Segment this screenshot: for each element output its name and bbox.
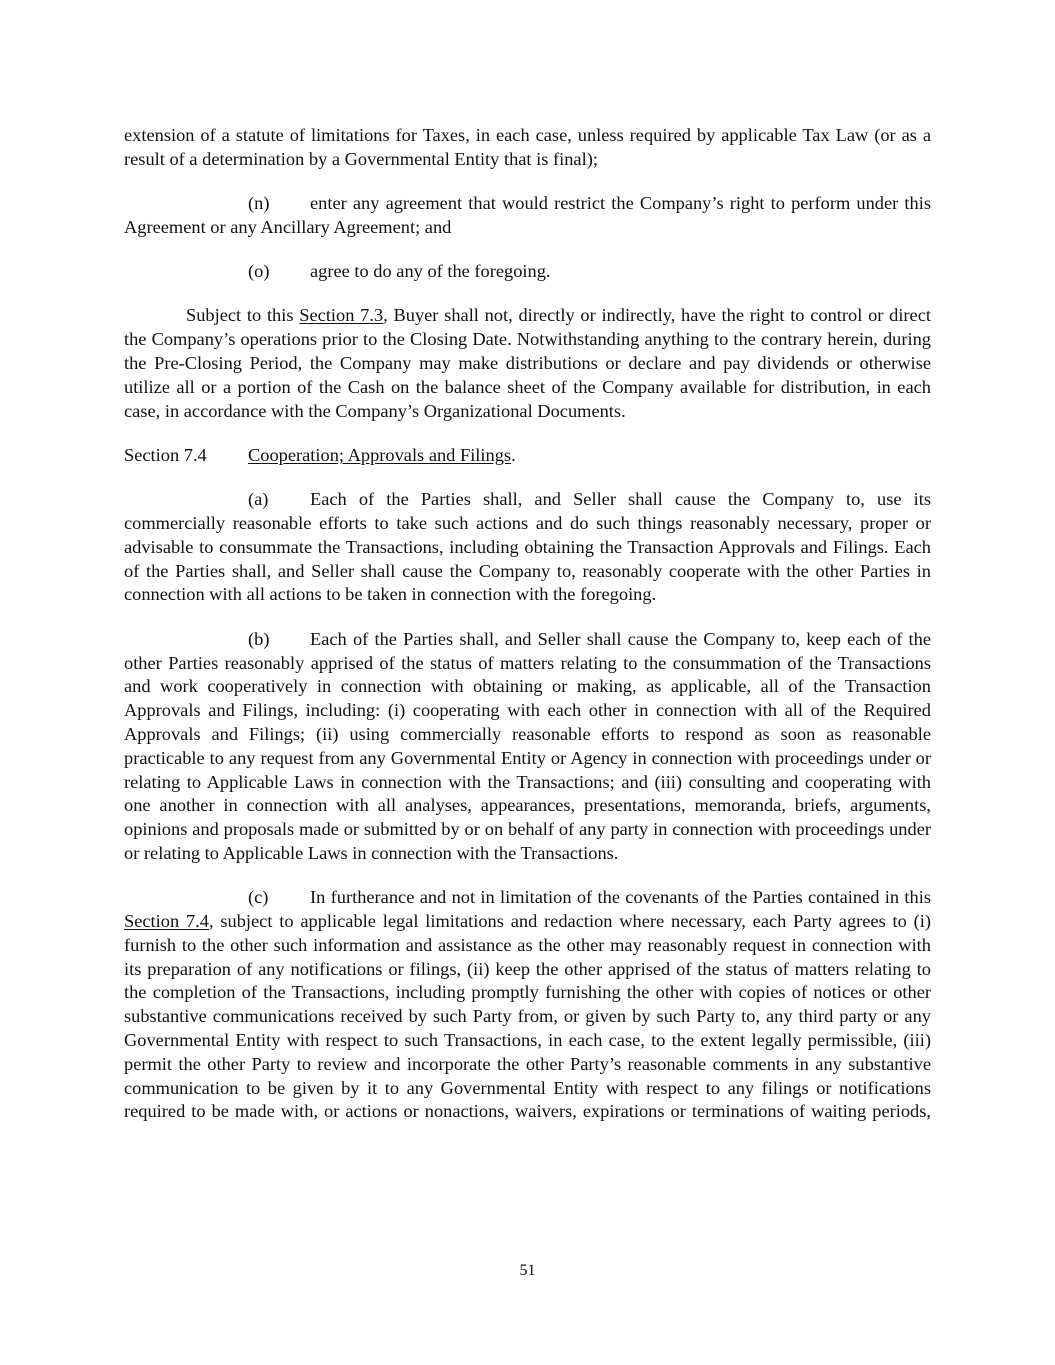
- clause-label: (n): [248, 193, 270, 214]
- paragraph-text: Subject to this: [186, 305, 300, 326]
- continuation-paragraph: extension of a statute of limitations for Taxes, in each case, unless required by applicable Tax Law (or as a result of a determination by a Governmental Entity that is final);: [124, 125, 931, 169]
- subject-paragraph: [124, 304, 931, 423]
- clause-text: enter any agreement that would restrict the Company’s right to perform under this Agreement or any Ancillary Agreement; and: [124, 193, 931, 237]
- section-title: Cooperation; Approvals and Filings: [248, 444, 512, 465]
- clause-label: (b): [248, 628, 270, 649]
- clause-a: [124, 488, 931, 607]
- paragraph-text: , Buyer shall not, directly or indirectly, have the right to control or direct the Company’s operations prior to the Closing Date. Notwithstanding anything to the contrary herein, during the Pre-Closing Period, the Company may make distributions or declare and pay dividends or otherwise utilize all or a portion of the Cash on the balance sheet of the Company available for distribution, in each case, in accordance with the Company’s Organizational Documents.: [124, 305, 931, 421]
- clause-label: (o): [248, 261, 270, 282]
- clause-text: Each of the Parties shall, and Seller shall cause the Company to, keep each of the other Parties reasonably apprised of the status of matters relating to the consummation of the Transactions and work cooperatively in connection with obtaining or making, as applicable, all of the Transaction Approvals and Filings, including: (i) cooperating with each other in connection with all of the Required Approvals and Filings; (ii) using commercially reasonable efforts to respond as soon as reasonable practicable to any request from any Governmental Entity or Agency in connection with proceedings under or relating to Applicable Laws in connection with the Transactions; and (iii) consulting and cooperating with one another in connection with all analyses, appearances, presentations, memoranda, briefs, arguments, opinions and proposals made or submitted by or on behalf of any party in connection with proceedings under or relating to Applicable Laws in connection with the Transactions.: [124, 628, 931, 863]
- clause-n: [124, 192, 931, 240]
- clause-text: , subject to applicable legal limitations and redaction where necessary, each Party agrees to (i) furnish to the other such information and assistance as the other may reasonably request in connection with its preparation of any notifications or filings, (ii) keep the other apprised of the status of matters relating to the completion of the Transactions, including promptly furnishing the other with copies of notices or other substantive communications received by such Party from, or given by such Party to, any third party or any Governmental Entity with respect to such Transactions, in each case, to the extent legally permissible, (iii) permit the other Party to review and incorporate the other Party’s reasonable comments in any substantive communication to be given by it to any Governmental Entity with respect to any filings or notifications required to be made with, or actions or nonactions, waivers, expirations or terminations of waiting periods,: [124, 911, 931, 1122]
- clause-text: In furtherance and not in limitation of the covenants of the Parties contained in this: [310, 887, 931, 908]
- section-reference-link[interactable]: Section 7.3: [299, 305, 384, 326]
- document-page: [124, 124, 931, 1124]
- clause-label: (c): [248, 887, 269, 908]
- clause-b: [124, 628, 931, 866]
- section-number: Section 7.4: [124, 444, 207, 465]
- clause-o: [124, 260, 931, 284]
- clause-text: Each of the Parties shall, and Seller shall cause the Company to, use its commercially reasonable efforts to take such actions and do such things reasonably necessary, proper or advisable to consummate the Transactions, including obtaining the Transaction Approvals and Filings. Each of the Parties shall, and Seller shall cause the Company to, reasonably cooperate with the other Parties in connection with all actions to be taken in connection with the foregoing.: [124, 489, 931, 605]
- section-title-period: .: [511, 444, 516, 465]
- page-number: 51: [519, 1262, 536, 1279]
- clause-c: [124, 886, 931, 1124]
- section-reference-link[interactable]: Section 7.4: [124, 911, 209, 932]
- clause-text: agree to do any of the foregoing.: [310, 261, 551, 282]
- section-heading: [124, 444, 931, 468]
- clause-label: (a): [248, 489, 269, 510]
